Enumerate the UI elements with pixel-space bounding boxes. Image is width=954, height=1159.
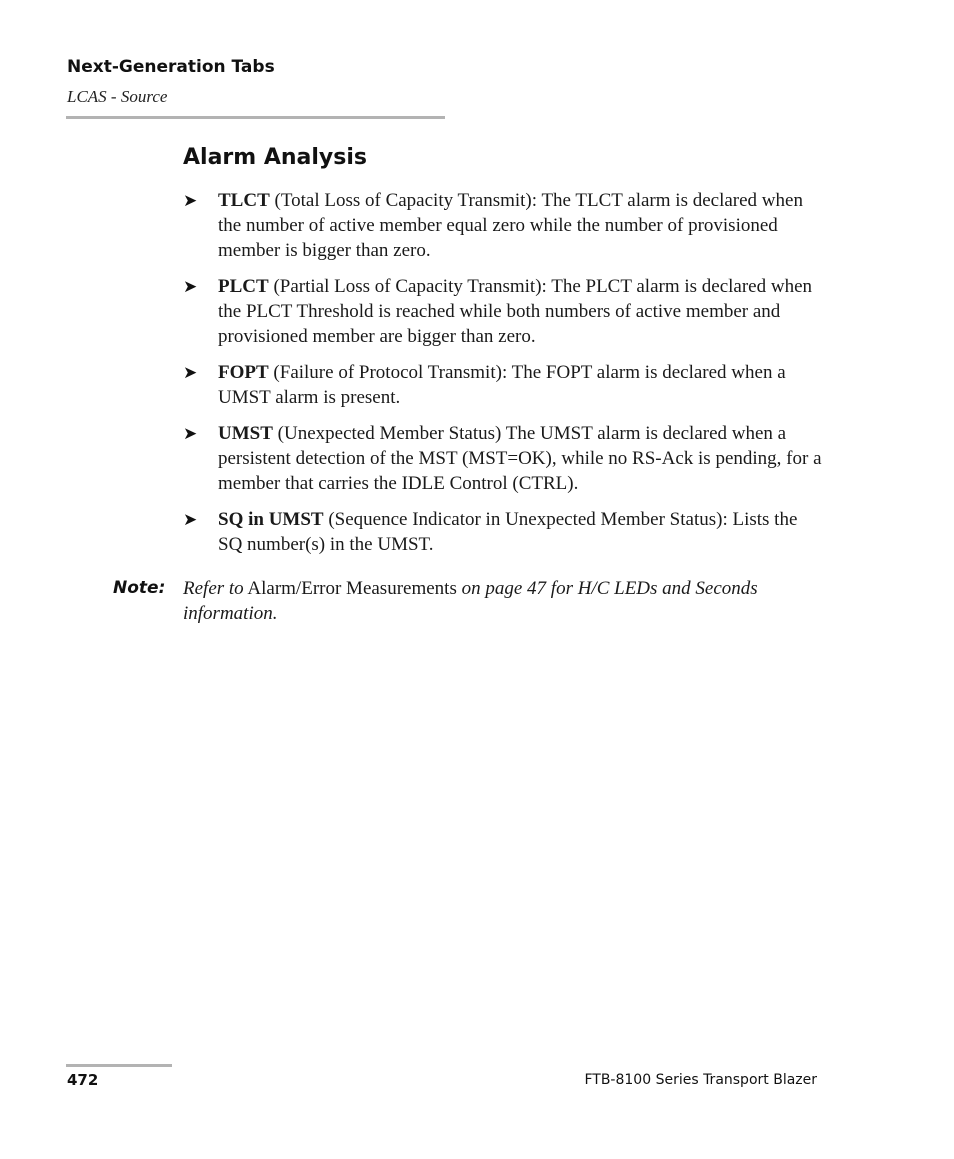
alarm-description: (Failure of Protocol Transmit): The FOPT alarm is declared when a UMST alarm is present.: [218, 362, 786, 408]
header-divider: [66, 116, 445, 119]
arrow-bullet-icon: ➤: [183, 424, 198, 444]
list-item: [183, 507, 823, 557]
list-item: [183, 188, 823, 263]
arrow-bullet-icon: ➤: [183, 510, 198, 530]
alarm-description: (Sequence Indicator in Unexpected Member Status): Lists the SQ number(s) in the UMST.: [218, 509, 798, 555]
page-number: 472: [67, 1071, 99, 1089]
arrow-bullet-icon: ➤: [183, 363, 198, 383]
arrow-bullet-icon: ➤: [183, 277, 198, 297]
note-link[interactable]: Alarm/Error Measurements: [247, 578, 457, 599]
note-body: [183, 576, 833, 626]
note-suffix: on page 47 for H/C LEDs and Seconds information.: [183, 578, 758, 624]
alarm-term: UMST: [218, 423, 273, 444]
footer-divider: [66, 1064, 172, 1067]
note-prefix: Refer to: [183, 578, 244, 599]
list-item: [183, 421, 823, 496]
section-title: Next-Generation Tabs: [67, 57, 275, 77]
product-name: FTB-8100 Series Transport Blazer: [584, 1072, 817, 1088]
alarm-description: (Partial Loss of Capacity Transmit): The PLCT alarm is declared when the PLCT Threshold is reached while both numbers of active member and provisioned member are bigger than zero.: [218, 276, 813, 347]
page-heading: Alarm Analysis: [183, 145, 367, 170]
alarm-description: (Total Loss of Capacity Transmit): The TLCT alarm is declared when the number of active member equal zero while the number of provisioned member is bigger than zero.: [218, 190, 803, 261]
alarm-term: PLCT: [218, 276, 269, 297]
alarm-description: (Unexpected Member Status) The UMST alarm is declared when a persistent detection of the MST (MST=OK), while no RS-Ack is pending, for a member that carries the IDLE Control (CTRL).: [218, 423, 822, 494]
note-block: [113, 576, 833, 626]
list-item: [183, 360, 823, 410]
subsection-title: LCAS - Source: [67, 87, 168, 106]
alarm-term: FOPT: [218, 362, 269, 383]
alarm-term: SQ in UMST: [218, 509, 324, 530]
alarm-term: TLCT: [218, 190, 270, 211]
list-item: [183, 274, 823, 349]
arrow-bullet-icon: ➤: [183, 191, 198, 211]
note-label: Note:: [113, 578, 166, 598]
alarm-list: [183, 188, 823, 568]
